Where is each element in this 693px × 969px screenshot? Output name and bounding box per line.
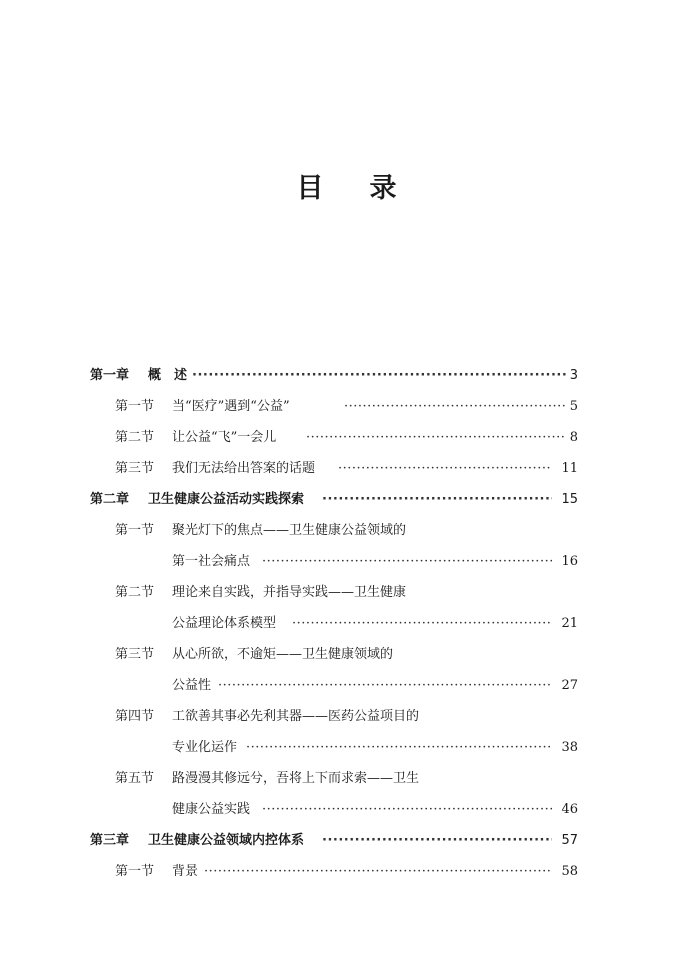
toc-section-continuation[interactable] [0, 737, 693, 759]
page-number: 27 [561, 678, 578, 693]
section-title: 路漫漫其修远兮，吾将上下而求索——卫生 [172, 771, 420, 786]
page-number: 16 [561, 554, 578, 569]
section-label: 第二节 [115, 430, 155, 445]
section-title: 理论来自实践，并指导实践——卫生健康 [172, 585, 407, 600]
page-number: 3 [569, 368, 578, 383]
toc-section[interactable] [0, 582, 693, 604]
chapter-label: 第二章 [90, 492, 130, 507]
chapter-label: 第一章 [90, 368, 130, 383]
page-number: 15 [561, 492, 578, 507]
section-title: 我们无法给出答案的话题 [172, 461, 316, 476]
section-title-line-2: 公益性 [172, 678, 212, 693]
section-label: 第三节 [115, 647, 155, 662]
section-title: 让公益“飞”一会儿 [172, 430, 277, 445]
toc-section[interactable] [0, 706, 693, 728]
section-title: 从心所欲，不逾矩——卫生健康领域的 [172, 647, 394, 662]
section-label: 第三节 [115, 461, 155, 476]
page-number: 21 [561, 616, 578, 631]
title-char-2: 录 [369, 173, 397, 204]
section-title: 工欲善其事必先利其器——医药公益项目的 [172, 709, 420, 724]
chapter-title: 卫生健康公益活动实践探索 [148, 492, 305, 507]
section-label: 第一节 [115, 864, 155, 879]
dot-leader [344, 396, 566, 418]
page-number: 38 [561, 740, 578, 755]
toc-section[interactable] [0, 644, 693, 666]
dot-leader [262, 551, 552, 573]
toc-section-continuation[interactable] [0, 799, 693, 821]
page-number: 46 [561, 802, 578, 817]
dot-leader [338, 458, 552, 480]
section-title-line-2: 第一社会痛点 [172, 554, 251, 569]
dot-leader [246, 737, 552, 759]
toc-section[interactable] [0, 396, 693, 418]
chapter-label: 第三章 [90, 833, 130, 848]
chapter-title: 卫生健康公益领域内控体系 [148, 833, 305, 848]
page-number: 57 [561, 833, 578, 848]
toc-section[interactable] [0, 458, 693, 480]
toc-section-continuation[interactable] [0, 613, 693, 635]
section-title-line-2: 健康公益实践 [172, 802, 251, 817]
chapter-title: 概 述 [148, 368, 188, 383]
toc-chapter[interactable] [0, 365, 693, 387]
toc-section-continuation[interactable] [0, 675, 693, 697]
toc-section[interactable] [0, 768, 693, 790]
toc-section[interactable] [0, 861, 693, 883]
page-title [0, 166, 693, 205]
toc-chapter[interactable] [0, 489, 693, 511]
page-number: 58 [561, 864, 578, 879]
section-label: 第四节 [115, 709, 155, 724]
dot-leader [218, 675, 552, 697]
section-label: 第二节 [115, 585, 155, 600]
dot-leader [322, 830, 552, 852]
section-label: 第五节 [115, 771, 155, 786]
toc-section-continuation[interactable] [0, 551, 693, 573]
page-number: 11 [561, 461, 578, 476]
section-title: 背景 [172, 864, 199, 879]
section-label: 第一节 [115, 523, 155, 538]
toc-section[interactable] [0, 427, 693, 449]
section-label: 第一节 [115, 399, 155, 414]
dot-leader [192, 365, 566, 387]
section-title-line-2: 公益理论体系模型 [172, 616, 277, 631]
dot-leader [204, 861, 552, 883]
title-char-1: 目 [296, 173, 324, 204]
section-title-line-2: 专业化运作 [172, 740, 238, 755]
dot-leader [262, 799, 552, 821]
section-title: 聚光灯下的焦点——卫生健康公益领域的 [172, 523, 407, 538]
page-number: 5 [569, 399, 578, 414]
page-number: 8 [569, 430, 578, 445]
dot-leader [292, 613, 552, 635]
section-title: 当“医疗”遇到“公益” [172, 399, 290, 414]
toc-chapter[interactable] [0, 830, 693, 852]
dot-leader [306, 427, 566, 449]
dot-leader [322, 489, 552, 511]
toc-section[interactable] [0, 520, 693, 542]
